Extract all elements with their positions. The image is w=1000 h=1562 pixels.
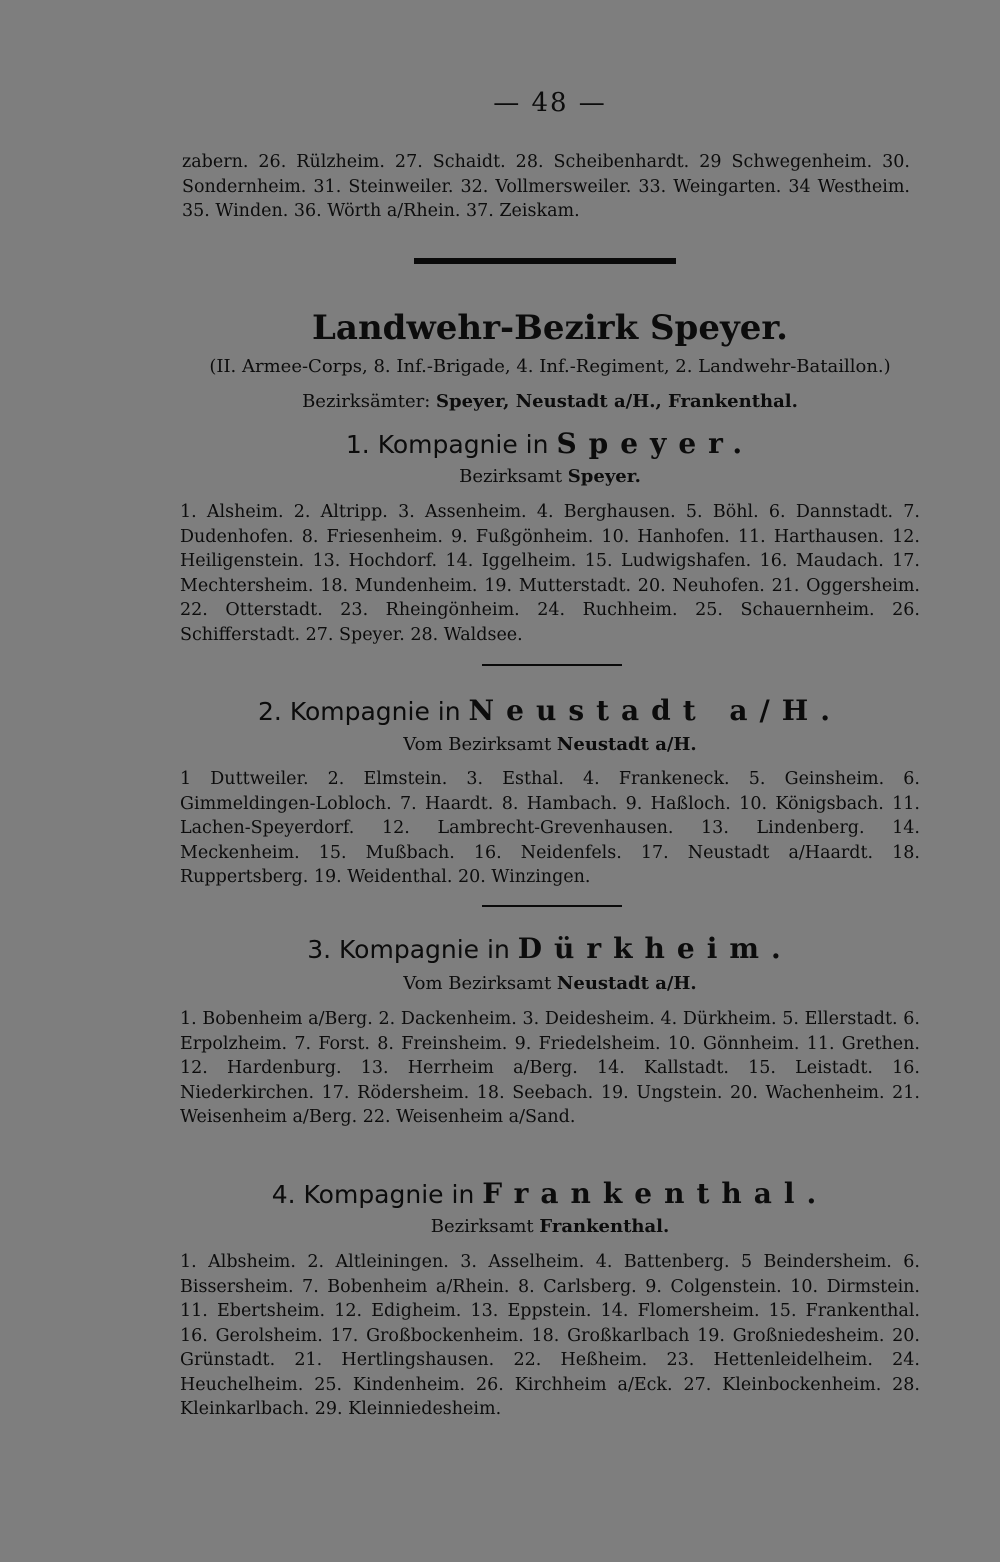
company-2-office-name: Neustadt a/H. (556, 734, 697, 755)
company-3-office-prefix: Vom Bezirksamt (403, 973, 552, 994)
company-4-office-prefix: Bezirksamt (430, 1216, 534, 1237)
company-3-prefix: 3. Kompagnie in (307, 935, 510, 964)
section-divider (482, 905, 622, 907)
company-4-place: Frankenthal. (482, 1177, 829, 1210)
district-offices-names: Speyer, Neustadt a/H., Frankenthal. (436, 391, 798, 412)
company-1-office-prefix: Bezirksamt (459, 466, 563, 487)
district-offices (170, 391, 930, 412)
company-4-place-list: 1. Albsheim. 2. Altleiningen. 3. Asselheim. 4. Battenberg. 5 Beindersheim. 6. Bissersheim. 7. Bobenheim a/Rhein. 8. Carlsberg. 9. Colgenstein. 10. Dirmstein. 11. Ebertsheim. 12. Edigheim. 13. Eppstein. 14. Flomersheim. 15. Frankenthal. 16. Gerolsheim. 17. Großbockenheim. 18. Großkarlbach 19. Großniedesheim. 20. Grünstadt. 21. Hertlingshausen. 22. Heßheim. 23. Hettenleidelheim. 24. Heuchelheim. 25. Kindenheim. 26. Kirchheim a/Eck. 27. Kleinbockenheim. 28. Kleinkarlbach. 29. Kleinniedesheim. (180, 1252, 920, 1419)
company-4-office-name: Frankenthal. (539, 1216, 670, 1237)
company-2-place: Neustadt a/H. (468, 694, 842, 727)
company-2-heading (170, 694, 930, 727)
district-title: Landwehr-Bezirk Speyer. (312, 308, 788, 348)
company-3-place: Dürkheim. (517, 932, 793, 965)
district-affiliation: (II. Armee-Corps, 8. Inf.-Brigade, 4. Inf.-Regiment, 2. Landwehr-Bataillon.) (209, 356, 891, 377)
company-1-place-list: 1. Alsheim. 2. Altripp. 3. Assenheim. 4. Berghausen. 5. Böhl. 6. Dannstadt. 7. Dudenhofen. 8. Friesenheim. 9. Fußgönheim. 10. Hanhofen. 11. Harthausen. 12. Heiligenstein. 13. Hochdorf. 14. Iggelheim. 15. Ludwigshafen. 16. Maudach. 17. Mechtersheim. 18. Mundenheim. 19. Mutterstadt. 20. Neuhofen. 21. Oggersheim. 22. Otterstadt. 23. Rheingönheim. 24. Ruchheim. 25. Schauernheim. 26. Schifferstadt. 27. Speyer. 28. Waldsee. (180, 502, 920, 645)
company-1-office-name: Speyer. (567, 466, 641, 487)
company-1-office (170, 466, 930, 487)
company-4-office (170, 1216, 930, 1237)
company-1-prefix: 1. Kompagnie in (345, 430, 549, 459)
section-divider-thick (414, 258, 676, 264)
section-divider (482, 664, 622, 666)
company-4-heading (170, 1177, 930, 1210)
company-2-office-prefix: Vom Bezirksamt (403, 734, 552, 755)
company-3-heading (170, 932, 930, 965)
company-3-place-list: 1. Bobenheim a/Berg. 2. Dackenheim. 3. Deidesheim. 4. Dürkheim. 5. Ellerstadt. 6. Erpolzheim. 7. Forst. 8. Freinsheim. 9. Friedelsheim. 10. Gönnheim. 11. Grethen. 12. Hardenburg. 13. Herrheim a/Berg. 14. Kallstadt. 15. Leistadt. 16. Niederkirchen. 17. Rödersheim. 18. Seebach. 19. Ungstein. 20. Wachenheim. 21. Weisenheim a/Berg. 22. Weisenheim a/Sand. (180, 1009, 920, 1127)
district-offices-label: Bezirksämter: (302, 391, 431, 412)
page-number: — 48 — (493, 88, 607, 118)
company-2-office (170, 734, 930, 755)
document-page (170, 0, 930, 1562)
company-2-prefix: 2. Kompagnie in (258, 697, 461, 726)
company-2-place-list: 1 Duttweiler. 2. Elmstein. 3. Esthal. 4. Frankeneck. 5. Geinsheim. 6. Gimmeldingen-Lobloch. 7. Haardt. 8. Hambach. 9. Haßloch. 10. Königsbach. 11. Lachen-Speyerdorf. 12. Lambrecht-Grevenhausen. 13. Lindenberg. 14. Meckenheim. 15. Mußbach. 16. Neidenfels. 17. Neustadt a/Haardt. 18. Ruppertsberg. 19. Weidenthal. 20. Winzingen. (180, 769, 920, 887)
intro-place-list: zabern. 26. Rülzheim. 27. Schaidt. 28. Scheibenhardt. 29 Schwegenheim. 30. Sondernheim. 31. Steinweiler. 32. Vollmersweiler. 33. Weingarten. 34 Westheim. 35. Winden. 36. Wörth a/Rhein. 37. Zeiskam. (182, 152, 910, 221)
company-1-place: Speyer. (556, 427, 755, 460)
company-4-prefix: 4. Kompagnie in (271, 1180, 475, 1209)
company-3-office (170, 973, 930, 994)
company-1-heading (170, 427, 930, 460)
company-3-office-name: Neustadt a/H. (556, 973, 697, 994)
